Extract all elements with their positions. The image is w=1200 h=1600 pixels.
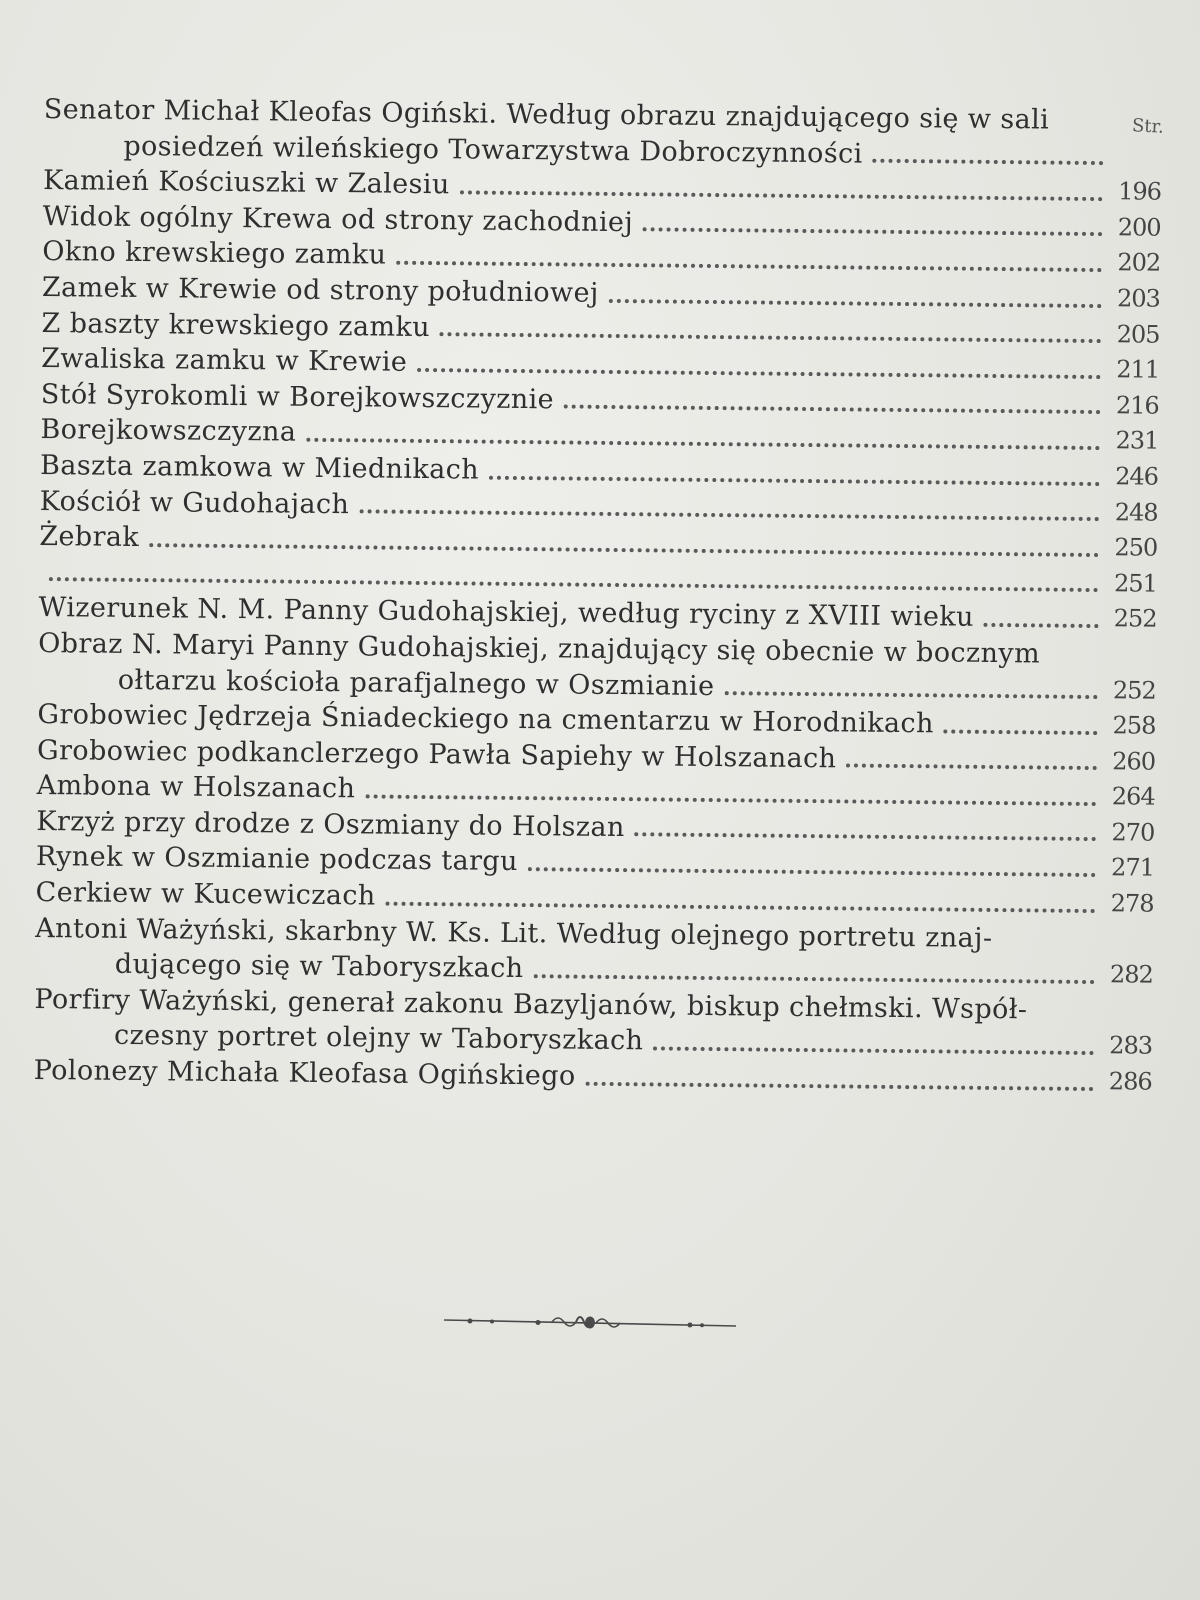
table-of-illustrations <box>33 92 1165 1100</box>
dot-leader <box>643 228 1103 237</box>
page-column-label: Str. <box>1131 115 1165 138</box>
dot-leader <box>564 405 1101 415</box>
entry-title: Wizerunek N. M. Panny Gudohajskiej, według ryciny z XVIII wieku <box>38 592 975 634</box>
entry-page: 270 <box>1111 818 1155 847</box>
entry-title: Polonezy Michała Kleofasa Ogińskiego <box>33 1054 576 1092</box>
dot-leader <box>417 368 1101 379</box>
entry-page: 252 <box>1113 604 1157 633</box>
entry-title: Widok ogólny Krewa od strony zachodniej <box>42 200 634 238</box>
entry-page: 258 <box>1112 711 1156 740</box>
entry-title: Ambona w Holszanach <box>36 770 356 805</box>
entry-page: 251 <box>1113 568 1158 598</box>
entry-title: Żebrak <box>39 521 140 554</box>
decorative-ornament-icon <box>440 1306 740 1336</box>
dot-leader <box>149 543 1099 557</box>
entry-title: Grobowiec podkanclerzego Pawła Sapiehy w Holszanach <box>36 734 837 775</box>
entry-title: Grobowiec Jędrzeja Śniadeckiego na cmentarzu w Horodnikach <box>37 699 934 740</box>
entry-page: 250 <box>1114 533 1158 562</box>
entry-title: Baszta zamkowa w Miednikach <box>39 449 480 486</box>
dot-leader <box>846 764 1097 771</box>
dot-leader <box>396 261 1102 272</box>
dot-leader <box>724 691 1097 699</box>
entry-title: czesny portret olejny w Taboryszkach <box>113 1020 644 1057</box>
entry-page: 202 <box>1117 248 1161 278</box>
dot-leader <box>386 901 1096 912</box>
entry-title: Antoni Ważyński, skarbny W. Ks. Lit. Według olejnego portretu znaj- <box>35 912 993 954</box>
entry-title: Porfiry Ważyński, generał zakonu Bazyljanów, biskup chełmski. Współ- <box>34 983 1028 1026</box>
dot-leader <box>585 1081 1093 1090</box>
dot-leader <box>440 332 1102 343</box>
entry-page: 283 <box>1109 1031 1153 1061</box>
entry-page: 252 <box>1112 675 1156 705</box>
entry-page: 282 <box>1109 960 1153 989</box>
entry-title: Borejkowszczyzna <box>40 414 297 449</box>
entry-page: 203 <box>1116 284 1161 313</box>
dot-leader <box>1037 1019 1094 1020</box>
entry-page: 231 <box>1115 426 1159 456</box>
entry-page: 211 <box>1116 355 1160 384</box>
entry-page: 264 <box>1111 782 1155 811</box>
dot-leader <box>635 833 1097 842</box>
dot-leader <box>1050 663 1098 664</box>
entry-page: 216 <box>1115 390 1159 420</box>
entry-page: 248 <box>1114 497 1158 527</box>
entry-title: Obraz N. Maryi Panny Gudohajskiej, znajdujący się obecnie w bocznym <box>38 627 1041 670</box>
dot-leader <box>533 974 1094 984</box>
entry-title: Rynek w Oszmianie podczas targu <box>35 841 519 878</box>
entry-title: Kościół w Gudohajach <box>39 485 350 520</box>
dot-leader <box>359 509 1099 521</box>
entry-title: Zwaliska zamku w Krewie <box>41 343 408 378</box>
entry-page: 246 <box>1115 462 1159 491</box>
entry-title: Cerkiew w Kucewiczach <box>35 877 376 912</box>
dot-leader <box>944 729 1098 735</box>
dot-leader <box>460 190 1103 201</box>
dot-leader <box>528 867 1096 877</box>
entry-page: 271 <box>1110 853 1155 883</box>
entry-page: 278 <box>1110 889 1154 918</box>
entry-title: posiedzeń wileńskiego Towarzystwa Dobroczynności <box>123 130 863 170</box>
dot-leader <box>653 1046 1094 1055</box>
entry-page: 260 <box>1112 746 1156 776</box>
dot-leader <box>365 794 1096 806</box>
entry-title: Senator Michał Kleofas Ogiński. Według obrazu znajdującego się w sali <box>43 93 1050 136</box>
entry-title: dującego się w Taboryszkach <box>114 949 524 985</box>
dot-leader <box>489 475 1100 485</box>
entry-page: 205 <box>1116 319 1160 349</box>
dot-leader <box>873 159 1104 165</box>
dot-leader <box>984 623 1099 628</box>
entry-title: Krzyż przy drodze z Oszmiany do Holszan <box>36 805 625 843</box>
entry-title: Zamek w Krewie od strony południowej <box>41 271 599 309</box>
entry-page: 196 <box>1118 177 1162 206</box>
entry-title: Stół Syrokomli w Borejkowszczyznie <box>40 378 555 416</box>
entry-title: Okno krewskiego zamku <box>42 236 387 271</box>
dot-leader <box>49 577 1099 592</box>
dot-leader <box>306 438 1100 450</box>
entry-title: ołtarzu kościoła parafjalnego w Oszmianie <box>117 664 715 702</box>
entry-title: Z baszty krewskiego zamku <box>41 307 431 343</box>
dot-leader <box>609 298 1102 307</box>
entry-page: 200 <box>1117 213 1161 242</box>
entry-page: 286 <box>1108 1067 1152 1096</box>
dot-leader <box>1002 947 1095 948</box>
entry-title: Kamień Kościuszki w Zalesiu <box>42 165 450 201</box>
